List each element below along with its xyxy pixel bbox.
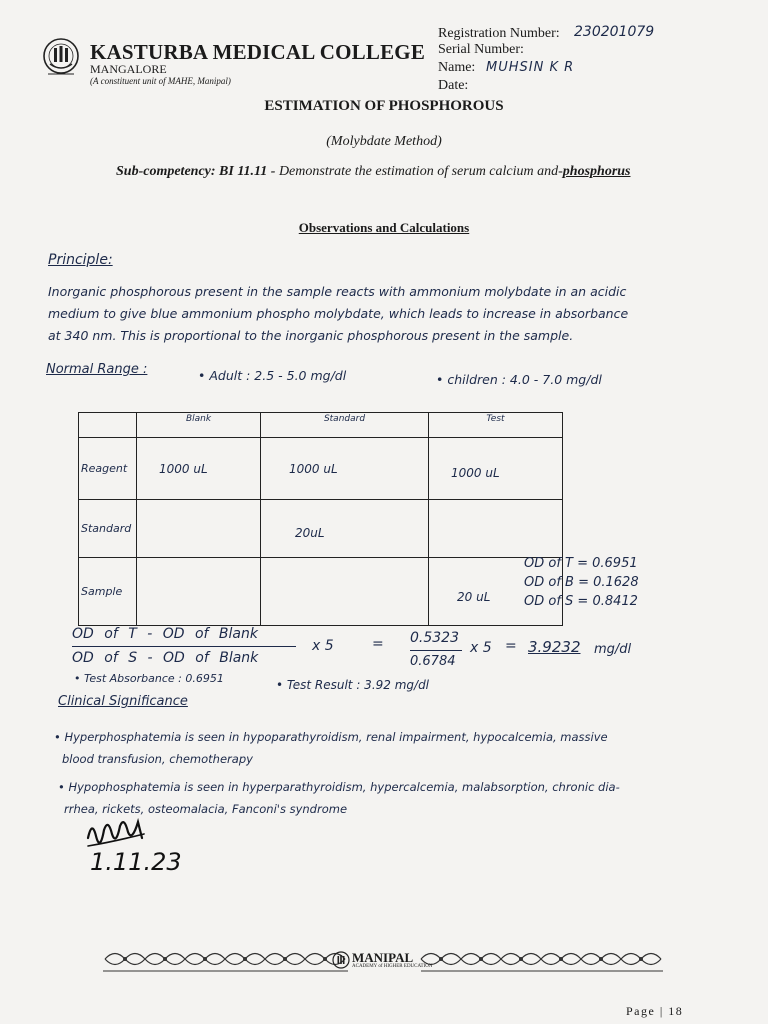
subcompetency-text: Demonstrate the estimation of serum calcium and- (275, 164, 563, 179)
page-title: ESTIMATION OF PHOSPHOROUS (264, 98, 504, 114)
normal-range-adult: • Adult : 2.5 - 5.0 mg/dl (198, 368, 347, 383)
row-label: Reagent (79, 438, 137, 500)
principle-line: medium to give blue ammonium phospho molybdate, which leads to increase in absorbance (48, 306, 629, 321)
od-value: OD of S = 0.8412 (524, 594, 638, 609)
table-cell: 1000 uL (429, 438, 563, 500)
formula-multiplier: x 5 (312, 638, 334, 654)
principle-line: at 340 nm. This is proportional to the inorganic phosphorous present in the sample. (48, 328, 574, 343)
page-number: Page | 18 (626, 1004, 684, 1018)
registration-label: Registration Number: (438, 26, 560, 41)
value-multiplier: x 5 (470, 640, 492, 656)
table-cell (429, 500, 563, 558)
fraction-bar (72, 646, 296, 647)
value-denominator: 0.6784 (410, 654, 456, 669)
table-cell: 20uL (261, 500, 429, 558)
table-cell: 1000 uL (261, 438, 429, 500)
serial-label: Serial Number: (438, 42, 524, 57)
clinical-line: • Hyperphosphatemia is seen in hypoparathyroidism, renal impairment, hypocalcemia, massive (54, 730, 608, 744)
table-row (79, 558, 563, 626)
principle-line: Inorganic phosphorous present in the sample reacts with ammonium molybdate in an acidic (48, 284, 627, 299)
table-row (79, 438, 563, 500)
column-header: Standard (261, 413, 429, 438)
manipal-logo-icon (332, 950, 350, 970)
reagent-table (78, 412, 563, 626)
table-cell (261, 558, 429, 626)
normal-range-children: • children : 4.0 - 7.0 mg/dl (436, 372, 602, 387)
column-header: Test (429, 413, 563, 438)
clinical-heading: Clinical Significance (58, 694, 188, 709)
subcompetency (116, 164, 631, 180)
method-subtitle: (Molybdate Method) (326, 134, 442, 149)
row-label: Sample (79, 558, 137, 626)
normal-range-heading: Normal Range : (46, 362, 148, 377)
table-corner (79, 413, 137, 438)
college-logo-icon (40, 34, 82, 82)
table-cell (137, 500, 261, 558)
college-name: KASTURBA MEDICAL COLLEGE (90, 40, 426, 64)
footer-brand-sub: ACADEMY of HIGHER EDUCATION (352, 964, 433, 969)
constituent-note: (A constituent unit of MAHE, Manipal) (90, 76, 231, 86)
value-fraction-bar (410, 650, 462, 651)
od-value: OD of T = 0.6951 (524, 556, 638, 571)
value-equals: = (505, 638, 517, 654)
table-cell: 1000 uL (137, 438, 261, 500)
clinical-line: rrhea, rickets, osteomalacia, Fanconi's syndrome (64, 802, 348, 816)
footer-brand: MANIPAL (352, 950, 414, 965)
formula-numerator: OD of T - OD of Blank (72, 626, 258, 642)
registration-value: 230201079 (574, 24, 655, 40)
subcompetency-label: Sub-competency: BI 11.11 - (116, 164, 276, 179)
subcompetency-underlined: phosphorus (562, 164, 631, 179)
row-label: Standard (79, 500, 137, 558)
formula-equals: = (372, 636, 384, 652)
value-numerator: 0.5323 (410, 630, 459, 646)
table-cell (137, 558, 261, 626)
name-value: MUHSIN K R (486, 60, 575, 75)
section-heading: Observations and Calculations (298, 220, 470, 235)
clinical-line: • Hypophosphatemia is seen in hyperparathyroidism, hypercalcemia, malabsorption, chronic dia- (58, 780, 620, 794)
formula-denominator: OD of S - OD of Blank (72, 650, 259, 666)
clinical-line: blood transfusion, chemotherapy (62, 752, 253, 766)
principle-heading: Principle: (48, 252, 113, 268)
table-header-row (79, 413, 563, 438)
column-header: Blank (137, 413, 261, 438)
table-row (79, 500, 563, 558)
test-absorbance: • Test Absorbance : 0.6951 (74, 672, 224, 685)
college-location: MANGALORE (90, 62, 167, 76)
od-value: OD of B = 0.1628 (524, 575, 639, 590)
test-result: • Test Result : 3.92 mg/dl (276, 678, 430, 692)
name-label: Name: (438, 60, 476, 75)
calculation-result: 3.9232 (528, 638, 581, 656)
result-unit: mg/dl (594, 642, 632, 657)
table-cell: 20 uL (429, 558, 563, 626)
date-label: Date: (438, 78, 469, 93)
signature-date: 1.11.23 (90, 848, 182, 876)
